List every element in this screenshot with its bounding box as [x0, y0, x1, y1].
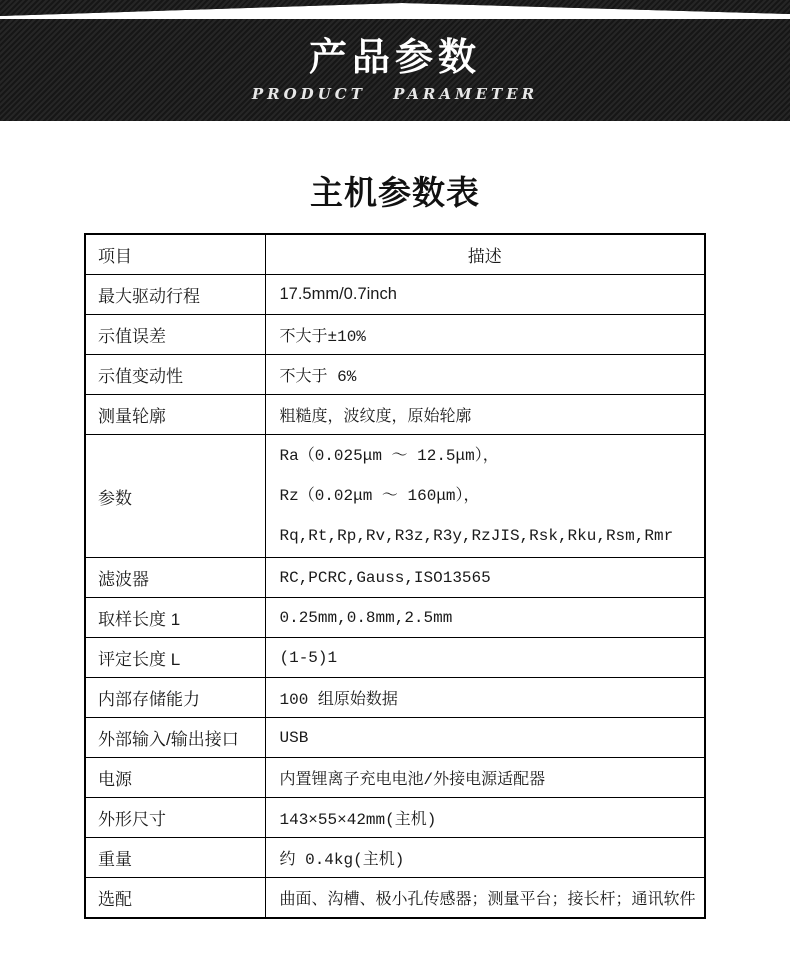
- row-value: (1-5)1: [265, 638, 705, 678]
- table-row: [85, 435, 705, 558]
- row-value: 0.25mm,0.8mm,2.5mm: [265, 598, 705, 638]
- page-title: 产品参数: [308, 37, 481, 79]
- page-subtitle: PRODUCT PARAMETER: [251, 84, 539, 103]
- row-value: RC,PCRC,Gauss,ISO13565: [265, 558, 705, 598]
- row-value: USB: [265, 718, 705, 758]
- row-value: 100 组原始数据: [265, 678, 705, 718]
- table-row: [85, 838, 705, 878]
- table-row: [85, 355, 705, 395]
- row-value: 不大于 6%: [265, 355, 705, 395]
- row-value: 17.5mm/0.7inch: [265, 275, 705, 315]
- table-row: [85, 275, 705, 315]
- row-label: 电源: [85, 758, 265, 798]
- row-label: 评定长度 L: [85, 638, 265, 678]
- decor-top-ribbon: [0, 0, 790, 16]
- row-value: 内置锂离子充电电池/外接电源适配器: [265, 758, 705, 798]
- banner: [0, 19, 790, 121]
- row-label: 内部存储能力: [85, 678, 265, 718]
- table-row: [85, 718, 705, 758]
- row-label: 测量轮廓: [85, 395, 265, 435]
- table-header-row: [85, 234, 705, 275]
- row-label: 最大驱动行程: [85, 275, 265, 315]
- table-row: [85, 758, 705, 798]
- row-value: 约 0.4kg(主机): [265, 838, 705, 878]
- row-value: 不大于±10%: [265, 315, 705, 355]
- row-value: 143×55×42mm(主机): [265, 798, 705, 838]
- row-value-line: Rq,Rt,Rp,Rv,R3z,R3y,RzJIS,Rsk,Rku,Rsm,Rmr: [279, 527, 674, 545]
- row-label: 外形尺寸: [85, 798, 265, 838]
- table-row: [85, 638, 705, 678]
- parameter-table: [84, 233, 706, 919]
- row-label: 滤波器: [85, 558, 265, 598]
- row-label: 示值变动性: [85, 355, 265, 395]
- column-header-description: 描述: [265, 234, 705, 275]
- row-label: 取样长度 1: [85, 598, 265, 638]
- row-label: 示值误差: [85, 315, 265, 355]
- table-title: 主机参数表: [310, 174, 480, 211]
- row-label: 外部输入/输出接口: [85, 718, 265, 758]
- row-value-line: Ra（0.025μm ～ 12.5μm），: [279, 447, 499, 465]
- column-header-item: 项目: [85, 234, 265, 275]
- row-label: 参数: [85, 435, 265, 558]
- table-row: [85, 798, 705, 838]
- table-row: [85, 315, 705, 355]
- table-row: [85, 878, 705, 919]
- table-row: [85, 598, 705, 638]
- table-row: [85, 395, 705, 435]
- table-row: [85, 678, 705, 718]
- table-row: [85, 558, 705, 598]
- row-label: 重量: [85, 838, 265, 878]
- row-value-line: Rz（0.02μm ～ 160μm），: [279, 487, 480, 505]
- header-banner: [0, 0, 790, 121]
- row-value: [265, 435, 705, 558]
- row-value: 曲面、沟槽、极小孔传感器；测量平台；接长杆；通讯软件: [265, 878, 705, 919]
- row-value: 粗糙度，波纹度，原始轮廓: [265, 395, 705, 435]
- row-label: 选配: [85, 878, 265, 919]
